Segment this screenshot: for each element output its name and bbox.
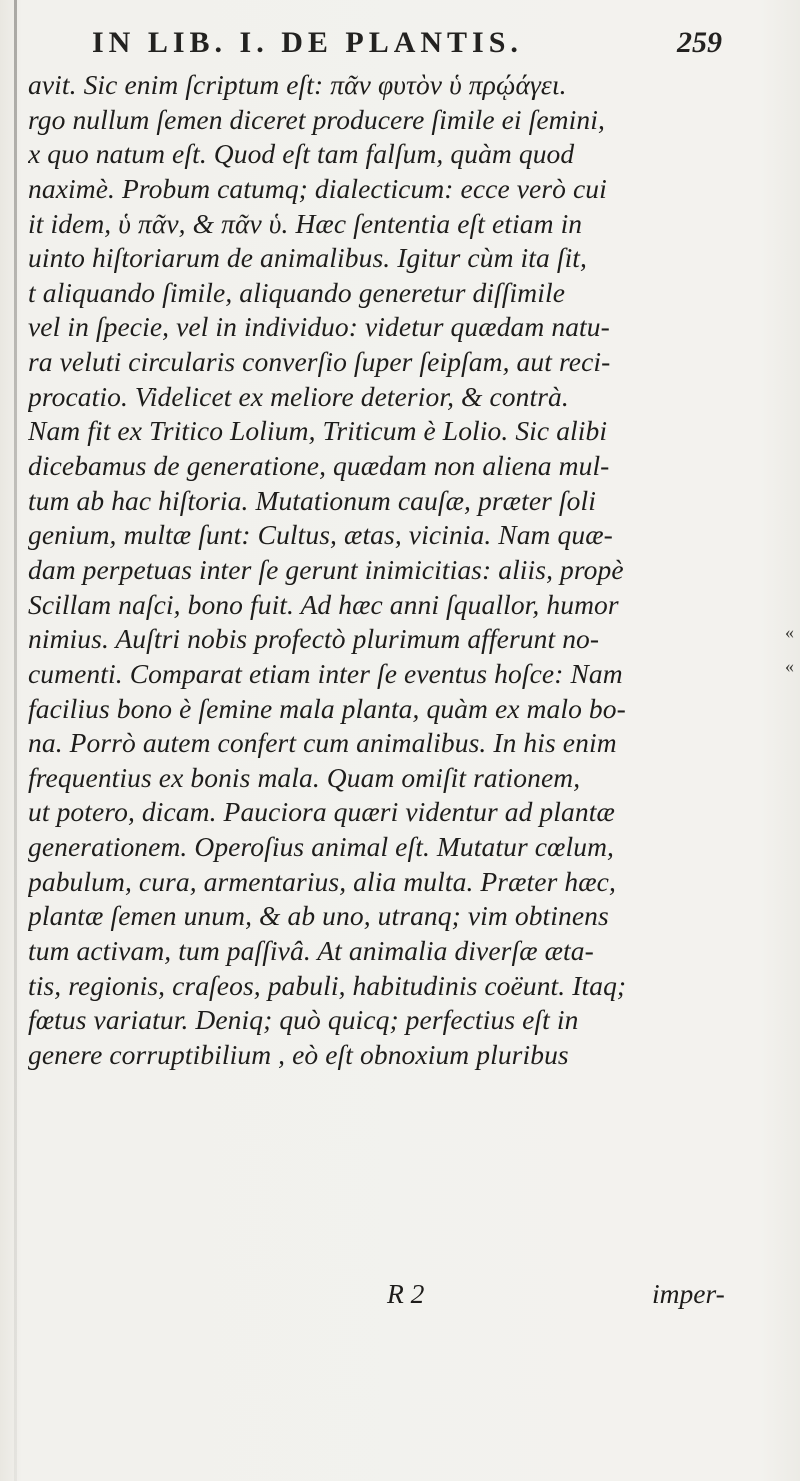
text-line: ra veluti circularis converſio ſuper ſeipſam, aut reci-	[28, 346, 611, 378]
binding-gutter	[14, 0, 17, 1481]
text-line: tum ab hac hiſtoria. Mutationum cauſæ, præter ſoli	[28, 484, 596, 516]
text-line: procatio. Videlicet ex meliore deterior, & contrà.	[28, 380, 569, 412]
text-line: vel in ſpecie, vel in individuo: videtur quædam natu-	[28, 311, 610, 343]
quotation-margin-mark: «	[785, 622, 794, 642]
text-line: naximè. Probum catumq; dialecticum: ecce verò cui	[28, 172, 607, 204]
quotation-margin-mark: «	[785, 656, 794, 676]
text-line: cumenti. Comparat etiam inter ſe eventus hoſce: Nam	[28, 657, 623, 689]
text-line: it idem, ὑ πᾶν, & πᾶν ὑ. Hæc ſententia eſt etiam in	[28, 207, 583, 239]
catchword: imper-	[652, 1278, 725, 1309]
running-head: IN LIB. I. DE PLANTIS.	[92, 26, 523, 59]
text-line: genere corruptibilium , eò eſt obnoxium pluribus	[28, 1038, 569, 1070]
text-line: tis, regionis, craſeos, pabuli, habitudinis coëunt. Itaq;	[28, 969, 627, 1001]
text-line: nimius. Auſtri nobis profectò plurimum afferunt no-	[28, 623, 600, 655]
text-line: frequentius ex bonis mala. Quam omiſit rationem,	[28, 761, 581, 793]
text-line: genium, multæ ſunt: Cultus, ætas, vicinia. Nam quæ-	[28, 519, 613, 551]
text-line: fœtus variatur. Deniq; quò quicq; perfectius eſt in	[28, 1004, 579, 1036]
text-line: pabulum, cura, armentarius, alia multa. Præter hæc,	[28, 865, 616, 897]
text-line: avit. Sic enim ſcriptum eſt: πᾶν φυτὸν ὑ πρῴάγει.	[28, 69, 567, 100]
text-line: ut potero, dicam. Pauciora quæri videntur ad plantæ	[28, 796, 615, 828]
text-line: dam perpetuas inter ſe gerunt inimicitias: aliis, propè	[28, 553, 624, 585]
text-line: rgo nullum ſemen diceret producere ſimile ei ſemini,	[28, 103, 605, 135]
page-header	[0, 26, 800, 66]
text-line: generationem. Operoſius animal eſt. Mutatur cœlum,	[28, 831, 615, 863]
text-line: x quo natum eſt. Quod eſt tam falſum, quàm quod	[28, 138, 575, 170]
text-line: plantæ ſemen unum, & ab uno, utranq; vim obtinens	[28, 900, 609, 932]
text-line: dicebamus de generatione, quædam non aliena mul-	[28, 450, 610, 482]
page-number: 259	[677, 26, 722, 59]
text-line: uinto hiſtoriarum de animalibus. Igitur cùm ita ſit,	[28, 242, 588, 274]
text-line: t aliquando ſimile, aliquando generetur diſſimile	[28, 276, 566, 308]
text-line: Nam fit ex Tritico Lolium, Triticum è Lolio. Sic alibi	[28, 415, 608, 447]
page-footer	[0, 1278, 800, 1314]
body-text	[28, 68, 786, 1073]
text-line: facilius bono è ſemine mala planta, quàm ex malo bo-	[28, 692, 626, 724]
text-line: Scillam naſci, bono fuit. Ad hæc anni ſquallor, humor	[28, 588, 619, 620]
text-line: na. Porrò autem confert cum animalibus. In his enim	[28, 727, 617, 759]
text-line: tum activam, tum paſſivâ. At animalia diverſæ æta-	[28, 935, 594, 967]
signature-mark: R 2	[387, 1278, 425, 1309]
